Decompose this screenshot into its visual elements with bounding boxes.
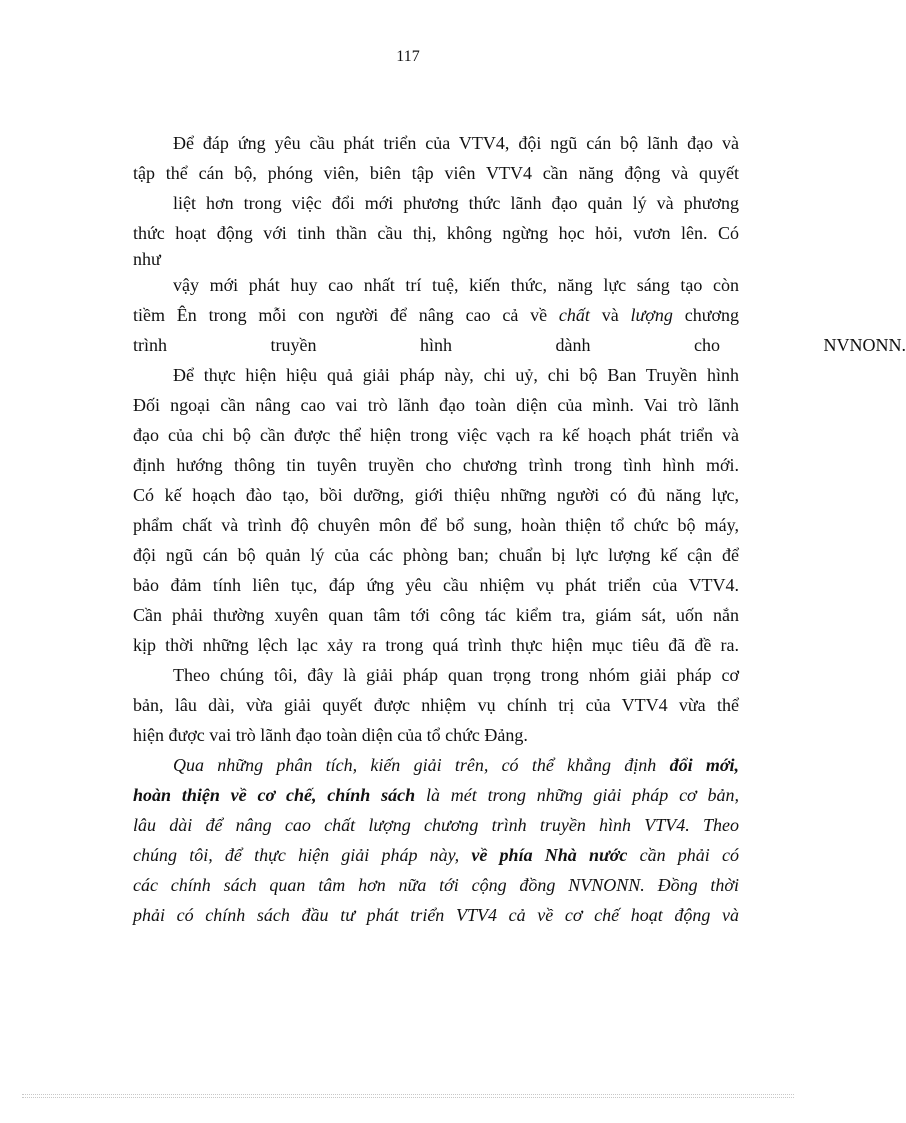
text-line-italic: phải có chính sách đầu tư phát triển VTV4 cả về cơ chế hoạt động và xyxy=(133,905,739,925)
text-line-italic xyxy=(133,750,739,780)
document-body xyxy=(133,128,906,930)
text-line-italic: lâu dài để nâng cao chất lượng chương trình truyền hình VTV4. Theo xyxy=(133,815,739,835)
text-line-italic xyxy=(133,780,739,810)
text-line: phẩm chất và trình độ chuyên môn để bổ sung, hoàn thiện tổ chức bộ máy, xyxy=(133,515,739,535)
text-line: Theo chúng tôi, đây là giải pháp quan trọng trong nhóm giải pháp cơ xyxy=(173,665,739,685)
text-line: kịp thời những lệch lạc xảy ra trong quá trình thực hiện mục tiêu đã đề ra. xyxy=(133,635,739,655)
text-run: chúng tôi, để thực hiện giải pháp này, xyxy=(133,845,472,865)
text-run: Qua những phân tích, kiến giải trên, có thể khẳng định xyxy=(173,755,670,775)
text-line: bản, lâu dài, vừa giải quyết được nhiệm vụ chính trị của VTV4 vừa thể xyxy=(133,695,739,715)
bold-term: đổi mới, xyxy=(669,755,739,775)
italic-term-chat: chất xyxy=(558,305,590,325)
text-line: Để đáp ứng yêu cầu phát triển của VTV4, đội ngũ cán bộ lãnh đạo và xyxy=(173,133,739,153)
text-run: chương xyxy=(672,305,739,325)
text-line: trình truyền hình dành cho NVNONN. xyxy=(133,335,906,355)
text-line: tập thể cán bộ, phóng viên, biên tập viên VTV4 cần năng động và quyết xyxy=(133,163,739,183)
text-run: là mét trong những giải pháp cơ bản, xyxy=(415,785,739,805)
text-line: vậy mới phát huy cao nhất trí tuệ, kiến thức, năng lực sáng tạo còn xyxy=(173,275,739,295)
text-line: Cần phải thường xuyên quan tâm tới công tác kiểm tra, giám sát, uốn nắn xyxy=(133,605,739,625)
text-line: liệt hơn trong việc đổi mới phương thức lãnh đạo quản lý và phương xyxy=(173,193,739,213)
text-line: bảo đảm tính liên tục, đáp ứng yêu cầu nhiệm vụ phát triển của VTV4. xyxy=(133,575,739,595)
bold-term: hoàn thiện về cơ chế, chính sách xyxy=(133,785,416,805)
text-line: như xyxy=(133,249,161,269)
footer-divider xyxy=(22,1094,794,1095)
text-run: cần phải có xyxy=(627,845,739,865)
text-line: thức hoạt động với tinh thần cầu thị, không ngừng học hỏi, vươn lên. Có xyxy=(133,223,739,243)
italic-term-luong: lượng xyxy=(630,305,673,325)
text-line: Đối ngoại cần nâng cao vai trò lãnh đạo toàn diện của mình. Vai trò lãnh xyxy=(133,395,739,415)
text-line: Có kế hoạch đào tạo, bồi dưỡng, giới thiệu những người có đủ năng lực, xyxy=(133,485,739,505)
text-line-italic xyxy=(133,840,739,870)
text-line: hiện được vai trò lãnh đạo toàn diện của tổ chức Đảng. xyxy=(133,725,528,745)
text-line: đạo của chi bộ cần được thể hiện trong việc vạch ra kế hoạch phát triển và xyxy=(133,425,739,445)
text-line: đội ngũ cán bộ quản lý của các phòng ban; chuẩn bị lực lượng kế cận để xyxy=(133,545,739,565)
page-number: 117 xyxy=(396,48,420,65)
bold-term: về phía Nhà nước xyxy=(471,845,628,865)
text-line xyxy=(133,300,739,330)
text-line: định hướng thông tin tuyên truyền cho chương trình trong tình hình mới. xyxy=(133,455,739,475)
text-line: Để thực hiện hiệu quả giải pháp này, chi uỷ, chi bộ Ban Truyền hình xyxy=(173,365,739,385)
text-line-italic: các chính sách quan tâm hơn nữa tới cộng đồng NVNONN. Đồng thời xyxy=(133,875,739,895)
footer-divider xyxy=(22,1097,794,1098)
text-run: tiềm Ên trong mỗi con người để nâng cao cả về xyxy=(133,305,559,325)
text-run: và xyxy=(589,305,631,325)
